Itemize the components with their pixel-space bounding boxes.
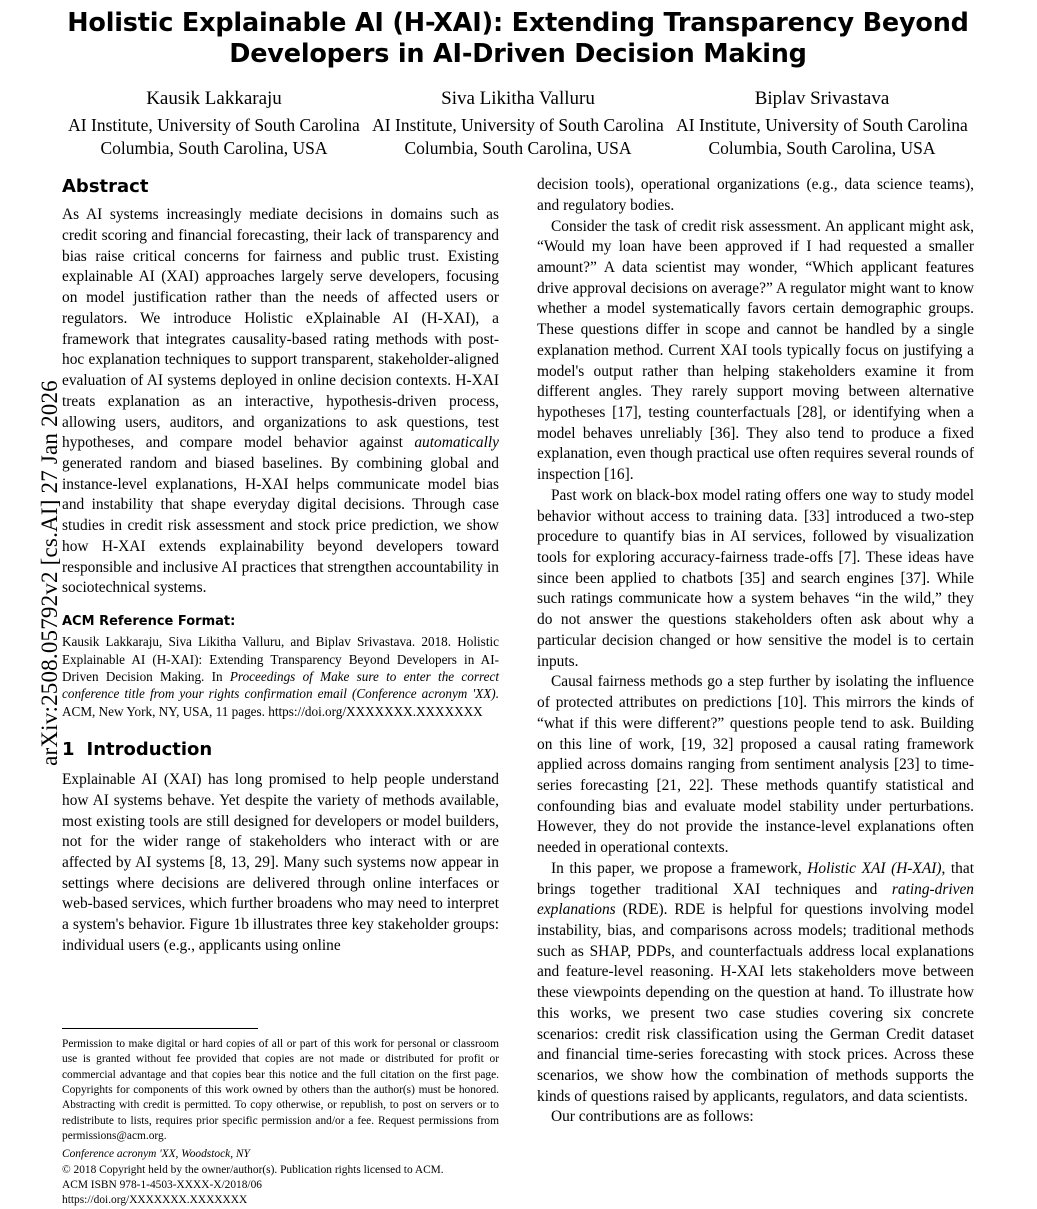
right-p5-text-b: , that brings together traditional XAI techniques and bbox=[537, 859, 974, 898]
author-block bbox=[366, 86, 670, 161]
author-affiliation: AI Institute, University of South Carolina bbox=[68, 114, 360, 135]
author-affiliation: AI Institute, University of South Carolina bbox=[372, 114, 664, 135]
footnote-conference: Conference acronym 'XX, Woodstock, NY bbox=[62, 1148, 250, 1161]
right-paragraph-3: Past work on black-box model rating offers one way to study model behavior without access to training data. [33] introduced a two-step procedure to quantify bias in AI services, followed by visualization tools for exploring accuracy-fairness trade-offs [7]. These ideas have since been applied to chatbots [35] and search engines [37]. While such ratings communicate how a system behaves “in the wild,” they do not answer the questions stakeholders often ask about why a particular decision changed or how sensitive the model is to certain inputs. bbox=[537, 486, 974, 670]
right-p5-text-c: (RDE). RDE is helpful for questions involving model instability, bias, and comparisons across models; traditional methods such as SHAP, PDPs, and counterfactuals address local explanations and feature-level reasoning. H-XAI lets stakeholders move between these viewpoints depending on the question at hand. To illustrate how this works, we present two case studies covering six concrete scenarios: credit risk classification using the German Credit dataset and financial time-series forecasting with stock prices. Across these scenarios, we show how the combination of methods supports the kinds of questions raised by applicants, regulators, and data scientists. bbox=[537, 901, 974, 1105]
abstract-body bbox=[62, 205, 499, 599]
author-name: Kausik Lakkaraju bbox=[146, 88, 282, 110]
acm-reference-text-1: Kausik Lakkaraju, Siva Likitha Valluru, and Biplav Srivastava. 2018. Holistic Explainable AI (H-XAI): Extending Transparency Beyond Developers in AI-Driven Decision Making. In bbox=[62, 634, 499, 685]
footnote-divider bbox=[62, 1028, 258, 1029]
footnote-permission: Permission to make digital or hard copies of all or part of this work for personal or classroom use is granted without fee provided that copies are not made or distributed for profit or commercial advantage and that copies bear this notice and the full citation on the first page. Copyrights for components of this work owned by others than the author(s) must be honored. Abstracting with credit is permitted. To copy otherwise, or republish, to post on servers or to redistribute to lists, requires prior specific permission and/or a fee. Request permissions from permissions@acm.org. bbox=[62, 1038, 499, 1142]
author-affiliation: AI Institute, University of South Carolina bbox=[676, 114, 968, 135]
author-name: Biplav Srivastava bbox=[754, 88, 890, 110]
author-location: Columbia, South Carolina, USA bbox=[404, 138, 632, 159]
right-column bbox=[537, 175, 974, 1128]
right-paragraph-1: decision tools), operational organizations (e.g., data science teams), and regulatory bodies. bbox=[537, 176, 974, 214]
abstract-text-1: As AI systems increasingly mediate decisions in domains such as credit scoring and financial forecasting, their lack of transparency and bias raise critical concerns for fairness and public trust. Existing explainable AI (XAI) approaches largely serve developers, focusing on model justification rather than the needs of affected users or regulators. We introduce Holistic eXplainable AI (H-XAI), a framework that integrates causality-based rating methods with post-hoc explanation techniques to support transparent, stakeholder-aligned evaluation of AI systems deployed in online decision contexts. H-XAI treats explanation as an interactive, hypothesis-driven process, allowing users, auditors, and organizations to ask questions, test hypotheses, and compare model behavior against bbox=[62, 206, 499, 452]
author-location: Columbia, South Carolina, USA bbox=[100, 138, 328, 159]
left-column bbox=[62, 175, 499, 1128]
footnote-block bbox=[62, 1028, 499, 1209]
introduction-heading bbox=[62, 738, 499, 762]
right-paragraph-2: Consider the task of credit risk assessment. An applicant might ask, “Would my loan have been approved if I had requested a smaller amount?” A data scientist may wonder, “Which applicant features drive approval decisions on average?” A regulator might want to know whether a model systematically favors certain demographic groups. These questions differ in scope and cannot be handled by a single explanation method. Current XAI tools typically focus on justifying a model's output rather than helping stakeholders examine it from different angles. They rarely support moving between alternative hypotheses [17], testing counterfactuals [28], or identifying when a model behaves unreliably [36]. They also tend to produce a fixed explanation, even though practical use often requires several rounds of inspection [16]. bbox=[537, 217, 974, 484]
acm-reference-heading: ACM Reference Format: bbox=[62, 613, 236, 629]
intro-paragraph-1: Explainable AI (XAI) has long promised to help people understand how AI systems behave. Yet despite the variety of methods available, most existing tools are still designed for developers or model builders, not for the wider range of stakeholders who interact with or are affected by AI systems [8, 13, 29]. Many such systems now appear in settings where decisions are delivered through online interfaces or web-based services, which further broadens who may need to interpret a system's behavior. Figure 1b illustrates three key stakeholder groups: individual users (e.g., applicants using online bbox=[62, 771, 499, 954]
right-p5-text-a: In this paper, we propose a framework, bbox=[551, 859, 808, 877]
acm-reference-italic: Proceedings of Make sure to enter the correct conference title from your rights confirmation email (Conference acronym 'XX). bbox=[62, 669, 499, 702]
right-paragraph-5 bbox=[537, 859, 974, 1108]
right-p5-italic-2: rating-driven explanations bbox=[537, 880, 974, 919]
author-name: Siva Likitha Valluru bbox=[441, 88, 595, 110]
author-block bbox=[62, 86, 366, 161]
footnote-copyright: © 2018 Copyright held by the owner/author(s). Publication rights licensed to ACM. bbox=[62, 1163, 444, 1176]
footnote-isbn: ACM ISBN 978-1-4503-XXXX-X/2018/06 bbox=[62, 1178, 262, 1191]
right-paragraph-6: Our contributions are as follows: bbox=[551, 1108, 754, 1126]
acm-reference-text-2: ACM, New York, NY, USA, 11 pages. https://doi.org/XXXXXXX.XXXXXXX bbox=[62, 703, 483, 719]
two-column-body bbox=[62, 175, 974, 1128]
abstract-text-italic: automatically bbox=[414, 434, 499, 452]
page-title: Holistic Explainable AI (H-XAI): Extending Transparency Beyond Developers in AI-Driven Decision Making bbox=[67, 8, 969, 70]
section-number: 1 bbox=[62, 738, 75, 760]
section-title: Introduction bbox=[86, 738, 213, 760]
right-paragraph-4: Causal fairness methods go a step further by isolating the influence of protected attributes on predictions [10]. This mirrors the kinds of “what if this were different?” questions people tend to ask. Building on this line of work, [19, 32] proposed a causal rating framework applied across domains ranging from sentiment analysis [23] to time-series forecasting [21, 22]. These methods quantify statistical and confounding bias and evaluate model stability under perturbations. However, they do not provide the instance-level explanations often needed in operational contexts. bbox=[537, 673, 974, 857]
abstract-heading: Abstract bbox=[62, 176, 149, 198]
acm-reference-body bbox=[62, 633, 499, 719]
arxiv-stamp: arXiv:2508.05792v2 [cs.AI] 27 Jan 2026 bbox=[37, 380, 62, 766]
right-p5-italic-1: Holistic XAI (H-XAI) bbox=[807, 859, 942, 877]
abstract-text-2: generated random and biased baselines. By combining global and instance-level explanations, H-XAI helps communicate model bias and instability that shape everyday digital decisions. Through case studies in credit risk assessment and stock price prediction, we show how H-XAI extends explainability beyond developers toward responsible and inclusive AI practices that strengthen accountability in sociotechnical systems. bbox=[62, 454, 499, 597]
abstract-paragraph bbox=[62, 205, 499, 599]
author-location: Columbia, South Carolina, USA bbox=[708, 138, 936, 159]
footnote-doi: https://doi.org/XXXXXXX.XXXXXXX bbox=[62, 1194, 248, 1207]
paper-content bbox=[62, 0, 974, 1128]
author-block bbox=[670, 86, 974, 161]
author-list bbox=[62, 86, 974, 161]
